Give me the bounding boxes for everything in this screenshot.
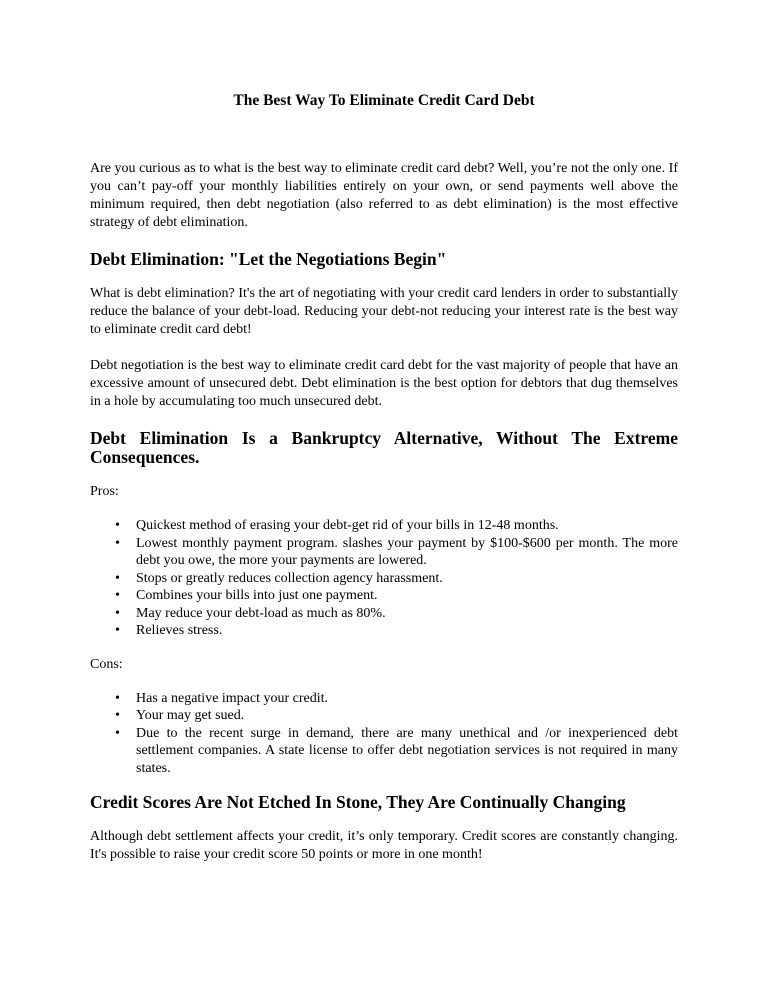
paragraph-what-is-debt-elimination: What is debt elimination? It's the art of negotiating with your credit card lenders in order to substantially reduce the balance of your debt-load. Reducing your debt-not reducing your interest rate is the best way to eliminate credit card debt! — [90, 286, 678, 337]
cons-list — [90, 690, 678, 778]
bullet-icon: • — [115, 623, 120, 638]
pros-list — [90, 517, 678, 640]
section-heading-bankruptcy-alternative: Debt Elimination Is a Bankruptcy Alternative, Without The Extreme Consequences. — [90, 428, 678, 467]
section-heading-credit-scores: Credit Scores Are Not Etched In Stone, They Are Continually Changing — [90, 792, 626, 812]
bullet-icon: • — [115, 535, 120, 551]
paragraph-debt-negotiation: Debt negotiation is the best way to eliminate credit card debt for the vast majority of people that have an excessive amount of unsecured debt. Debt elimination is the best option for debtors that dug themselves in a hole by accumulating too much unsecured debt. — [90, 358, 678, 409]
list-item: • Your may get sued. — [115, 708, 245, 723]
list-item: • Combines your bills into just one payment. — [115, 588, 378, 603]
bullet-icon: • — [115, 708, 120, 723]
list-item: • Due to the recent surge in demand, there are many unethical and /or inexperienced debt settlement companies. A state license to offer debt negotiation services is not required in many states. — [115, 725, 678, 776]
cons-label: Cons: — [90, 656, 123, 672]
pros-label: Pros: — [90, 484, 119, 499]
list-item: • Lowest monthly payment program. slashes your payment by $100-$600 per month. The more debt you owe, the more your payments are lowered. — [115, 535, 678, 568]
list-item: • Quickest method of erasing your debt-get rid of your bills in 12-48 months. — [115, 518, 559, 533]
bullet-icon: • — [115, 588, 120, 603]
intro-paragraph: Are you curious as to what is the best way to eliminate credit card debt? Well, you’re not the only one. If you can’t pay-off your monthly liabilities entirely on your own, or send payments well above the minimum required, then debt negotiation (also referred to as debt elimination) is the most effective strategy of debt elimination. — [90, 161, 678, 230]
document-title: The Best Way To Eliminate Credit Card Debt — [233, 92, 535, 109]
bullet-icon: • — [115, 518, 120, 533]
list-item: • Relieves stress. — [115, 623, 223, 638]
bullet-icon: • — [115, 690, 120, 706]
bullet-icon: • — [115, 570, 120, 586]
bullet-icon: • — [115, 605, 120, 621]
list-item: • Stops or greatly reduces collection agency harassment. — [115, 570, 443, 586]
bullet-icon: • — [115, 725, 120, 741]
list-item: • May reduce your debt-load as much as 80%. — [115, 605, 386, 621]
paragraph-credit-scores: Although debt settlement affects your credit, it’s only temporary. Credit scores are constantly changing. It's possible to raise your credit score 50 points or more in one month! — [90, 829, 678, 862]
section-heading-negotiations: Debt Elimination: "Let the Negotiations Begin" — [90, 249, 447, 269]
list-item: • Has a negative impact your credit. — [115, 690, 329, 706]
